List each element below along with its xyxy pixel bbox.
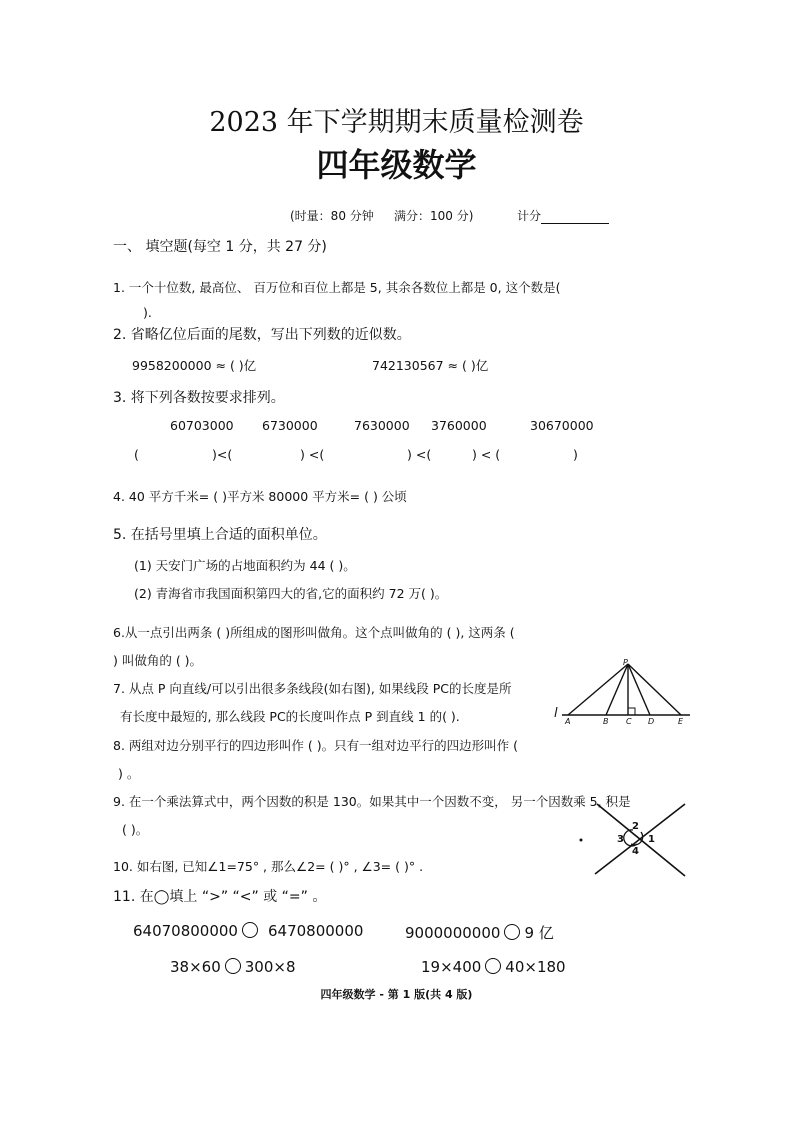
page-footer: 四年级数学 - 第 1 版(共 4 版)	[320, 988, 473, 1001]
label-P: P	[623, 658, 628, 667]
angle-label-1: 1	[648, 834, 655, 845]
angle-label-3: 3	[617, 834, 624, 845]
question-1-line1: 1. 一个十位数, 最高位、 百万位和百位上都是 5, 其余各数位上都是 0, 这个数是(	[113, 280, 561, 295]
angle-label-2: 2	[632, 821, 639, 832]
q3-blank: ) <(	[407, 447, 432, 462]
question-9-line2: ( )。	[122, 822, 149, 837]
compare-item	[405, 922, 554, 943]
label-B: B	[603, 717, 609, 725]
question-2-b: 742130567 ≈ ( )亿	[372, 358, 489, 373]
section-title: 一、 填空题(每空 1 分，共 27 分)	[113, 239, 327, 255]
question-8-line1: 8. 两组对边分别平行的四边形叫作 ( )。只有一组对边平行的四边形叫作 (	[113, 738, 518, 753]
angle-label-4: 4	[632, 846, 639, 857]
question-3-text: 3. 将下列各数按要求排列。	[113, 390, 285, 406]
q3-blank: )	[573, 447, 578, 462]
q3-blank: (	[134, 447, 139, 462]
label-A: A	[565, 717, 571, 725]
compare-circle[interactable]	[485, 958, 501, 974]
compare-item	[421, 958, 566, 976]
compare-circle[interactable]	[225, 958, 241, 974]
q3-number: 3760000	[431, 418, 487, 433]
compare-circle[interactable]	[504, 924, 520, 940]
question-8-line2: ) 。	[118, 766, 140, 781]
compare-right: 40×180	[505, 958, 566, 976]
label-D: D	[648, 717, 655, 725]
score-blank[interactable]	[541, 211, 609, 224]
q3-blank: ) < (	[472, 447, 501, 462]
compare-left: 38×60	[170, 958, 221, 976]
question-1-line2: ).	[143, 305, 152, 320]
label-l: l	[554, 706, 558, 721]
question-7-line2: 有长度中最短的, 那么线段 PC的长度叫作点 P 到直线 1 的( ).	[120, 709, 460, 724]
compare-right: 6470800000	[267, 922, 364, 940]
question-6-line2: ) 叫做角的 ( )。	[113, 653, 203, 668]
compare-circle[interactable]	[242, 922, 258, 938]
compare-left: 9000000000	[405, 924, 501, 942]
exam-time: (时量：80 分钟	[290, 209, 374, 223]
label-C: C	[626, 717, 632, 725]
question-7-line1: 7. 从点 P 向直线/可以引出很多条线段(如右图), 如果线段 PC的长度是所	[113, 681, 512, 696]
compare-item	[133, 922, 363, 940]
question-11-text: 11. 在◯填上 “>” “<” 或 “=” 。	[113, 889, 327, 905]
question-5-text: 5. 在括号里填上合适的面积单位。	[113, 527, 327, 543]
compare-left: 64070800000	[133, 922, 238, 940]
q3-blank: ) <(	[300, 447, 325, 462]
q3-blank: )<(	[212, 447, 233, 462]
compare-right: 300×8	[244, 958, 296, 976]
question-10-text: 10. 如右图, 已知∠1=75° , 那么∠2= ( )° , ∠3= ( )° .	[113, 859, 424, 874]
exam-full-score: 满分：100 分)	[394, 209, 474, 223]
exam-subtitle: 四年级数学	[316, 146, 477, 184]
question-2-a: 9958200000 ≈ ( )亿	[132, 358, 257, 373]
q3-number: 7630000	[354, 418, 410, 433]
compare-right: 9 亿	[524, 924, 554, 942]
q3-number: 6730000	[262, 418, 318, 433]
score-field[interactable]	[517, 207, 609, 224]
score-label: 计分	[517, 209, 542, 223]
question-6-line1: 6.从一点引出两条 ( )所组成的图形叫做角。这个点叫做角的 ( ), 这两条 (	[113, 625, 515, 640]
question-9-line1: 9. 在一个乘法算式中，两个因数的积是 130。如果其中一个因数不变， 另一个因数乘 5, 积是	[113, 794, 631, 809]
q3-number: 60703000	[170, 418, 234, 433]
q3-number: 30670000	[530, 418, 594, 433]
question-5-a: (1) 天安门广场的占地面积约为 44 ( )。	[134, 558, 356, 573]
exam-title: 2023 年下学期期末质量检测卷	[209, 107, 584, 138]
label-E: E	[678, 717, 684, 725]
question-5-b: (2) 青海省市我国面积第四大的省,它的面积约 72 万( )。	[134, 586, 448, 601]
question-4-text: 4. 40 平方千米= ( )平方米 80000 平方米= ( ) 公顷	[113, 489, 407, 504]
q10-figure	[575, 800, 690, 880]
q7-figure	[548, 655, 693, 725]
compare-left: 19×400	[421, 958, 482, 976]
compare-item	[170, 958, 296, 976]
question-2-text: 2. 省略亿位后面的尾数，写出下列数的近似数。	[113, 327, 411, 343]
